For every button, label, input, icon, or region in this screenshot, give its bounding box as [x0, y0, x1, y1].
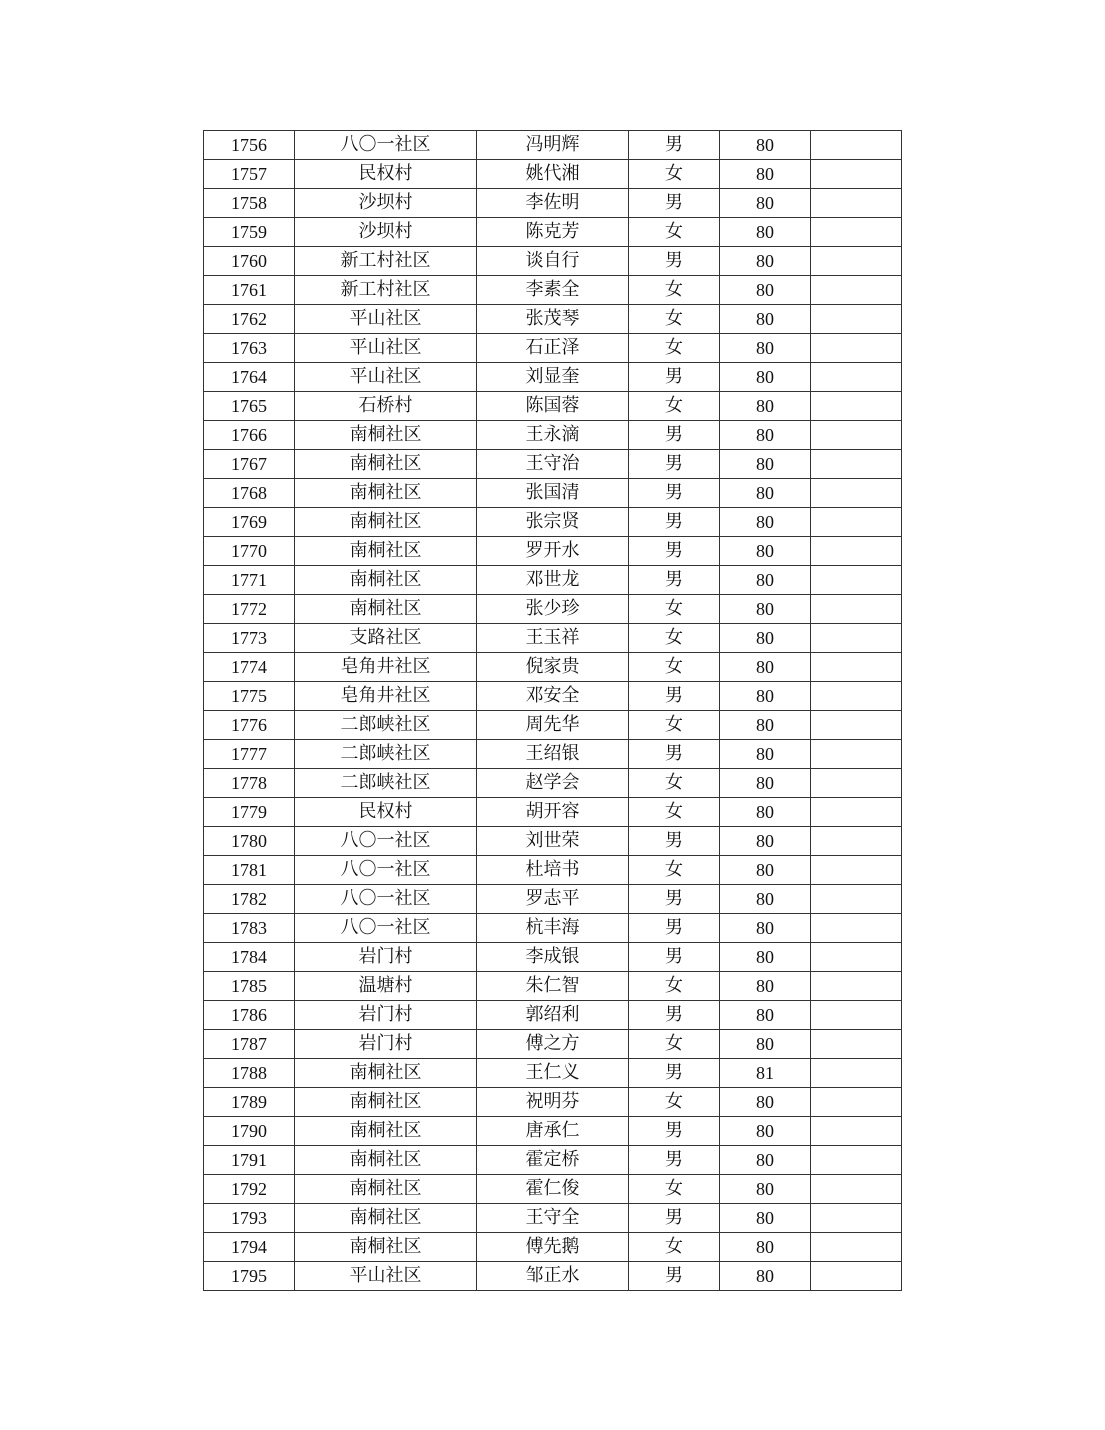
cell-name: 李佐明 — [477, 189, 629, 218]
cell-number: 1795 — [204, 1262, 295, 1291]
cell-number: 1787 — [204, 1030, 295, 1059]
cell-note — [811, 1030, 902, 1059]
cell-sex: 女 — [629, 1088, 720, 1117]
table-row — [204, 595, 902, 624]
cell-name: 李素全 — [477, 276, 629, 305]
cell-community: 南桐社区 — [295, 1233, 477, 1262]
cell-age: 80 — [720, 740, 811, 769]
cell-note — [811, 479, 902, 508]
cell-sex: 女 — [629, 1175, 720, 1204]
cell-note — [811, 885, 902, 914]
cell-name: 傅先鹅 — [477, 1233, 629, 1262]
cell-name: 张国清 — [477, 479, 629, 508]
cell-note — [811, 1059, 902, 1088]
cell-name: 罗志平 — [477, 885, 629, 914]
table-row — [204, 1088, 902, 1117]
table-row — [204, 1001, 902, 1030]
cell-community: 南桐社区 — [295, 1146, 477, 1175]
cell-number: 1762 — [204, 305, 295, 334]
cell-name: 李成银 — [477, 943, 629, 972]
cell-note — [811, 1088, 902, 1117]
cell-number: 1781 — [204, 856, 295, 885]
cell-name: 姚代湘 — [477, 160, 629, 189]
cell-community: 岩门村 — [295, 943, 477, 972]
cell-community: 南桐社区 — [295, 537, 477, 566]
cell-sex: 女 — [629, 856, 720, 885]
cell-note — [811, 1175, 902, 1204]
cell-age: 80 — [720, 1262, 811, 1291]
cell-name: 刘世荣 — [477, 827, 629, 856]
table-row — [204, 537, 902, 566]
table-row — [204, 740, 902, 769]
cell-age: 80 — [720, 1204, 811, 1233]
cell-sex: 男 — [629, 566, 720, 595]
table-row — [204, 1233, 902, 1262]
cell-number: 1786 — [204, 1001, 295, 1030]
cell-age: 80 — [720, 160, 811, 189]
cell-age: 80 — [720, 914, 811, 943]
cell-community: 二郎峡社区 — [295, 740, 477, 769]
cell-community: 南桐社区 — [295, 1059, 477, 1088]
cell-age: 80 — [720, 1030, 811, 1059]
cell-name: 邓安全 — [477, 682, 629, 711]
cell-note — [811, 914, 902, 943]
table-row — [204, 218, 902, 247]
cell-community: 平山社区 — [295, 334, 477, 363]
cell-note — [811, 160, 902, 189]
cell-note — [811, 189, 902, 218]
cell-name: 王仁义 — [477, 1059, 629, 1088]
cell-sex: 女 — [629, 334, 720, 363]
cell-community: 岩门村 — [295, 1030, 477, 1059]
cell-community: 二郎峡社区 — [295, 769, 477, 798]
cell-sex: 女 — [629, 392, 720, 421]
cell-community: 民权村 — [295, 160, 477, 189]
cell-community: 南桐社区 — [295, 479, 477, 508]
cell-age: 80 — [720, 421, 811, 450]
cell-sex: 女 — [629, 276, 720, 305]
cell-number: 1783 — [204, 914, 295, 943]
cell-community: 八〇一社区 — [295, 856, 477, 885]
cell-sex: 男 — [629, 508, 720, 537]
cell-sex: 男 — [629, 943, 720, 972]
cell-note — [811, 1117, 902, 1146]
cell-name: 王永滴 — [477, 421, 629, 450]
cell-age: 80 — [720, 769, 811, 798]
cell-note — [811, 972, 902, 1001]
cell-note — [811, 827, 902, 856]
cell-community: 温塘村 — [295, 972, 477, 1001]
cell-number: 1785 — [204, 972, 295, 1001]
cell-number: 1770 — [204, 537, 295, 566]
cell-age: 80 — [720, 1088, 811, 1117]
cell-note — [811, 740, 902, 769]
cell-name: 石正泽 — [477, 334, 629, 363]
table-row — [204, 508, 902, 537]
cell-number: 1768 — [204, 479, 295, 508]
cell-age: 80 — [720, 392, 811, 421]
cell-note — [811, 363, 902, 392]
cell-community: 新工村社区 — [295, 247, 477, 276]
cell-sex: 女 — [629, 1233, 720, 1262]
cell-note — [811, 856, 902, 885]
cell-community: 八〇一社区 — [295, 131, 477, 160]
cell-name: 陈克芳 — [477, 218, 629, 247]
cell-age: 80 — [720, 653, 811, 682]
cell-sex: 男 — [629, 682, 720, 711]
cell-sex: 男 — [629, 450, 720, 479]
cell-sex: 男 — [629, 1146, 720, 1175]
cell-sex: 男 — [629, 131, 720, 160]
cell-sex: 男 — [629, 363, 720, 392]
table-row — [204, 769, 902, 798]
cell-number: 1757 — [204, 160, 295, 189]
cell-age: 80 — [720, 305, 811, 334]
cell-sex: 女 — [629, 711, 720, 740]
cell-community: 平山社区 — [295, 305, 477, 334]
cell-sex: 女 — [629, 769, 720, 798]
cell-sex: 女 — [629, 218, 720, 247]
cell-name: 张茂琴 — [477, 305, 629, 334]
cell-age: 80 — [720, 827, 811, 856]
cell-community: 沙坝村 — [295, 189, 477, 218]
table-row — [204, 247, 902, 276]
cell-number: 1765 — [204, 392, 295, 421]
cell-age: 80 — [720, 943, 811, 972]
cell-name: 祝明芬 — [477, 1088, 629, 1117]
cell-sex: 男 — [629, 914, 720, 943]
cell-age: 80 — [720, 247, 811, 276]
cell-number: 1780 — [204, 827, 295, 856]
cell-number: 1761 — [204, 276, 295, 305]
table-row — [204, 421, 902, 450]
cell-age: 80 — [720, 682, 811, 711]
cell-sex: 男 — [629, 885, 720, 914]
cell-community: 南桐社区 — [295, 421, 477, 450]
cell-age: 80 — [720, 856, 811, 885]
cell-note — [811, 1001, 902, 1030]
cell-age: 80 — [720, 450, 811, 479]
cell-name: 霍仁俊 — [477, 1175, 629, 1204]
cell-age: 80 — [720, 972, 811, 1001]
cell-number: 1771 — [204, 566, 295, 595]
cell-number: 1777 — [204, 740, 295, 769]
cell-name: 张宗贤 — [477, 508, 629, 537]
cell-note — [811, 450, 902, 479]
cell-community: 二郎峡社区 — [295, 711, 477, 740]
cell-name: 谈自行 — [477, 247, 629, 276]
cell-name: 王玉祥 — [477, 624, 629, 653]
cell-number: 1776 — [204, 711, 295, 740]
cell-number: 1782 — [204, 885, 295, 914]
cell-number: 1769 — [204, 508, 295, 537]
cell-note — [811, 682, 902, 711]
cell-sex: 女 — [629, 972, 720, 1001]
cell-community: 平山社区 — [295, 1262, 477, 1291]
cell-note — [811, 624, 902, 653]
cell-number: 1767 — [204, 450, 295, 479]
cell-name: 罗开水 — [477, 537, 629, 566]
table-row — [204, 943, 902, 972]
cell-community: 新工村社区 — [295, 276, 477, 305]
cell-note — [811, 421, 902, 450]
cell-name: 朱仁智 — [477, 972, 629, 1001]
cell-sex: 男 — [629, 740, 720, 769]
table-row — [204, 624, 902, 653]
cell-name: 邹正水 — [477, 1262, 629, 1291]
cell-sex: 男 — [629, 189, 720, 218]
cell-sex: 女 — [629, 160, 720, 189]
cell-age: 80 — [720, 798, 811, 827]
cell-age: 80 — [720, 1117, 811, 1146]
cell-community: 南桐社区 — [295, 566, 477, 595]
cell-age: 80 — [720, 711, 811, 740]
cell-age: 80 — [720, 1175, 811, 1204]
cell-sex: 男 — [629, 1117, 720, 1146]
table-row — [204, 1146, 902, 1175]
table-row — [204, 479, 902, 508]
cell-name: 邓世龙 — [477, 566, 629, 595]
cell-sex: 男 — [629, 827, 720, 856]
cell-age: 80 — [720, 624, 811, 653]
cell-name: 刘显奎 — [477, 363, 629, 392]
table-row — [204, 972, 902, 1001]
table-row — [204, 334, 902, 363]
cell-age: 80 — [720, 1001, 811, 1030]
table-row — [204, 1175, 902, 1204]
cell-community: 沙坝村 — [295, 218, 477, 247]
cell-note — [811, 653, 902, 682]
cell-note — [811, 392, 902, 421]
cell-age: 80 — [720, 334, 811, 363]
cell-name: 周先华 — [477, 711, 629, 740]
cell-note — [811, 508, 902, 537]
table-row — [204, 189, 902, 218]
cell-sex: 女 — [629, 305, 720, 334]
cell-number: 1758 — [204, 189, 295, 218]
cell-age: 80 — [720, 218, 811, 247]
table-row — [204, 363, 902, 392]
cell-number: 1774 — [204, 653, 295, 682]
cell-number: 1756 — [204, 131, 295, 160]
roster-table — [203, 130, 902, 1291]
cell-age: 80 — [720, 131, 811, 160]
cell-number: 1791 — [204, 1146, 295, 1175]
cell-sex: 男 — [629, 537, 720, 566]
cell-age: 80 — [720, 537, 811, 566]
cell-community: 南桐社区 — [295, 595, 477, 624]
cell-name: 杭丰海 — [477, 914, 629, 943]
cell-number: 1794 — [204, 1233, 295, 1262]
cell-number: 1766 — [204, 421, 295, 450]
cell-number: 1772 — [204, 595, 295, 624]
cell-name: 王守治 — [477, 450, 629, 479]
cell-name: 倪家贵 — [477, 653, 629, 682]
cell-name: 王绍银 — [477, 740, 629, 769]
cell-name: 傅之方 — [477, 1030, 629, 1059]
cell-community: 皂角井社区 — [295, 682, 477, 711]
cell-sex: 男 — [629, 1059, 720, 1088]
table-row — [204, 827, 902, 856]
cell-note — [811, 218, 902, 247]
cell-age: 80 — [720, 479, 811, 508]
table-row — [204, 653, 902, 682]
cell-note — [811, 711, 902, 740]
cell-community: 南桐社区 — [295, 508, 477, 537]
cell-name: 唐承仁 — [477, 1117, 629, 1146]
table-row — [204, 885, 902, 914]
cell-note — [811, 1146, 902, 1175]
cell-age: 80 — [720, 566, 811, 595]
cell-sex: 女 — [629, 595, 720, 624]
cell-age: 80 — [720, 595, 811, 624]
cell-sex: 女 — [629, 798, 720, 827]
table-row — [204, 392, 902, 421]
cell-sex: 女 — [629, 653, 720, 682]
cell-name: 王守全 — [477, 1204, 629, 1233]
cell-number: 1775 — [204, 682, 295, 711]
cell-number: 1788 — [204, 1059, 295, 1088]
cell-name: 赵学会 — [477, 769, 629, 798]
table-row — [204, 1030, 902, 1059]
cell-age: 80 — [720, 508, 811, 537]
cell-number: 1779 — [204, 798, 295, 827]
cell-community: 南桐社区 — [295, 1117, 477, 1146]
cell-name: 霍定桥 — [477, 1146, 629, 1175]
table-row — [204, 856, 902, 885]
cell-sex: 男 — [629, 1001, 720, 1030]
cell-name: 杜培书 — [477, 856, 629, 885]
cell-number: 1793 — [204, 1204, 295, 1233]
table-row — [204, 276, 902, 305]
cell-community: 岩门村 — [295, 1001, 477, 1030]
cell-community: 石桥村 — [295, 392, 477, 421]
table-row — [204, 1204, 902, 1233]
cell-age: 80 — [720, 1233, 811, 1262]
cell-note — [811, 798, 902, 827]
cell-number: 1789 — [204, 1088, 295, 1117]
cell-sex: 男 — [629, 247, 720, 276]
cell-community: 八〇一社区 — [295, 885, 477, 914]
cell-note — [811, 334, 902, 363]
cell-number: 1792 — [204, 1175, 295, 1204]
cell-note — [811, 537, 902, 566]
cell-note — [811, 595, 902, 624]
cell-note — [811, 247, 902, 276]
cell-community: 南桐社区 — [295, 1175, 477, 1204]
table-row — [204, 1262, 902, 1291]
cell-number: 1763 — [204, 334, 295, 363]
roster-table-body — [204, 131, 902, 1291]
cell-note — [811, 305, 902, 334]
cell-community: 皂角井社区 — [295, 653, 477, 682]
cell-note — [811, 1233, 902, 1262]
table-row — [204, 682, 902, 711]
cell-name: 胡开容 — [477, 798, 629, 827]
cell-name: 冯明辉 — [477, 131, 629, 160]
table-row — [204, 131, 902, 160]
cell-note — [811, 1262, 902, 1291]
cell-number: 1778 — [204, 769, 295, 798]
table-row — [204, 798, 902, 827]
cell-number: 1764 — [204, 363, 295, 392]
cell-community: 平山社区 — [295, 363, 477, 392]
cell-sex: 女 — [629, 1030, 720, 1059]
cell-age: 80 — [720, 363, 811, 392]
table-row — [204, 305, 902, 334]
cell-age: 80 — [720, 189, 811, 218]
table-row — [204, 711, 902, 740]
cell-name: 郭绍利 — [477, 1001, 629, 1030]
cell-community: 八〇一社区 — [295, 914, 477, 943]
cell-sex: 男 — [629, 1262, 720, 1291]
cell-note — [811, 1204, 902, 1233]
table-row — [204, 914, 902, 943]
cell-age: 81 — [720, 1059, 811, 1088]
cell-community: 南桐社区 — [295, 450, 477, 479]
cell-note — [811, 943, 902, 972]
cell-number: 1759 — [204, 218, 295, 247]
cell-sex: 男 — [629, 1204, 720, 1233]
table-row — [204, 450, 902, 479]
cell-note — [811, 566, 902, 595]
cell-age: 80 — [720, 885, 811, 914]
cell-community: 民权村 — [295, 798, 477, 827]
table-row — [204, 1117, 902, 1146]
cell-number: 1760 — [204, 247, 295, 276]
cell-age: 80 — [720, 1146, 811, 1175]
cell-community: 南桐社区 — [295, 1204, 477, 1233]
cell-sex: 女 — [629, 624, 720, 653]
cell-number: 1784 — [204, 943, 295, 972]
cell-note — [811, 276, 902, 305]
cell-number: 1790 — [204, 1117, 295, 1146]
cell-note — [811, 131, 902, 160]
cell-community: 八〇一社区 — [295, 827, 477, 856]
cell-note — [811, 769, 902, 798]
cell-number: 1773 — [204, 624, 295, 653]
cell-name: 陈国蓉 — [477, 392, 629, 421]
cell-name: 张少珍 — [477, 595, 629, 624]
cell-sex: 男 — [629, 421, 720, 450]
cell-sex: 男 — [629, 479, 720, 508]
table-row — [204, 566, 902, 595]
cell-age: 80 — [720, 276, 811, 305]
table-row — [204, 160, 902, 189]
table-row — [204, 1059, 902, 1088]
cell-community: 支路社区 — [295, 624, 477, 653]
cell-community: 南桐社区 — [295, 1088, 477, 1117]
